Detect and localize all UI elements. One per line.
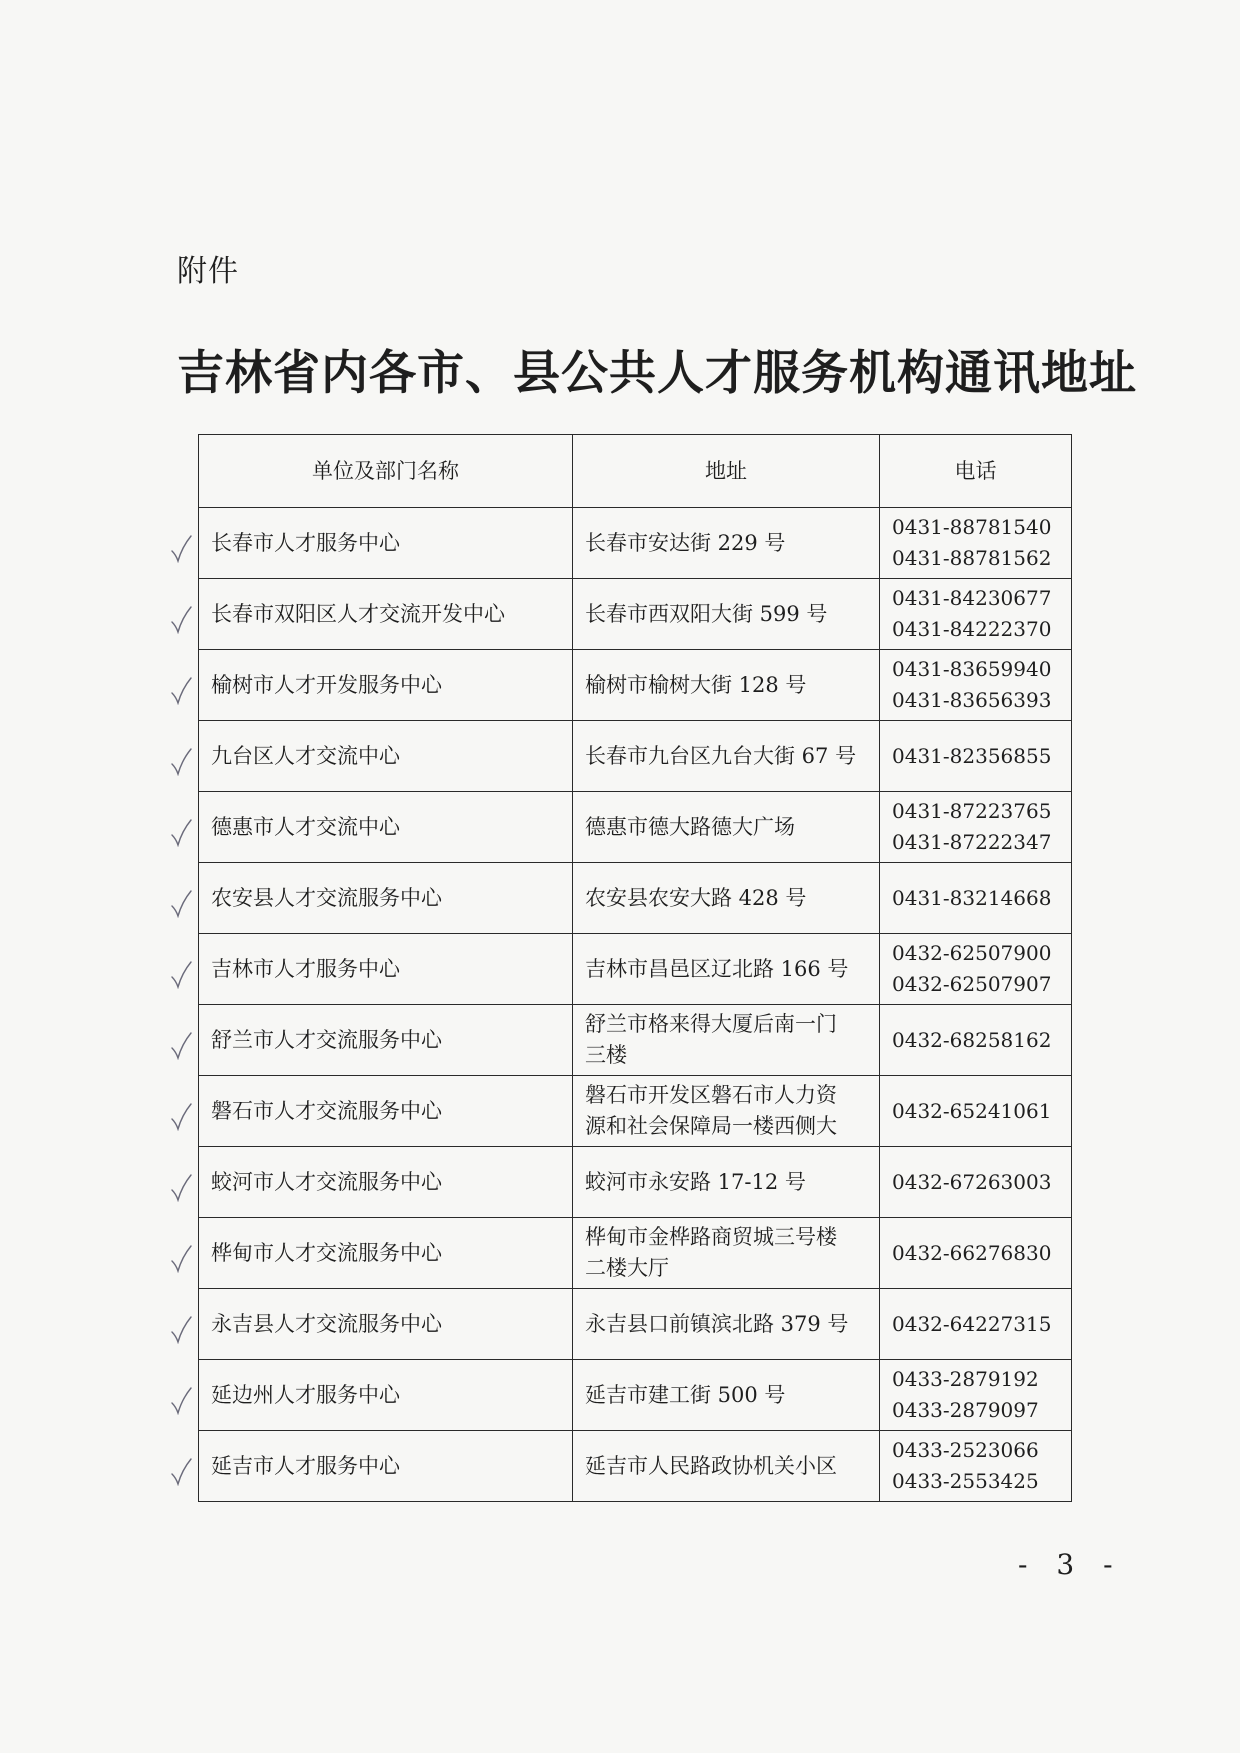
page-number: - 3 - [1018, 1548, 1123, 1581]
address-line: 永吉县口前镇滨北路 379 号 [585, 1311, 849, 1336]
checkmark-icon [170, 1458, 192, 1486]
checkmark-icon [170, 677, 192, 705]
unit-name-cell: 吉林市人才服务中心 [199, 934, 573, 1005]
phone-cell [880, 863, 1072, 934]
address-cell [573, 650, 880, 721]
address-cell [573, 721, 880, 792]
address-line: 源和社会保障局一楼西侧大 [585, 1114, 837, 1138]
phone-cell [880, 650, 1072, 721]
checkmark-icon [170, 819, 192, 847]
address-line: 三楼 [585, 1043, 627, 1067]
unit-name-cell: 舒兰市人才交流服务中心 [199, 1005, 573, 1076]
phone-number: 0432-64227315 [892, 1311, 1052, 1336]
contacts-table [198, 434, 1072, 1502]
unit-name-cell: 永吉县人才交流服务中心 [199, 1289, 573, 1360]
address-cell [573, 934, 880, 1005]
table-row [199, 1289, 1072, 1360]
address-line: 长春市九台区九台大街 67 号 [585, 743, 857, 768]
address-line: 延吉市建工街 500 号 [585, 1382, 786, 1407]
table-row [199, 508, 1072, 579]
checkmark-icon [170, 890, 192, 918]
table-row [199, 1076, 1072, 1147]
phone-cell [880, 1218, 1072, 1289]
checkmark-icon [170, 1174, 192, 1202]
checkmark-icon [170, 1387, 192, 1415]
unit-name-cell: 榆树市人才开发服务中心 [199, 650, 573, 721]
phone-number: 0431-83214668 [892, 885, 1052, 910]
phone-number: 0433-2879097 [892, 1398, 1039, 1422]
table-header-row [199, 435, 1072, 508]
checkmark-icon [170, 535, 192, 563]
unit-name-cell: 蛟河市人才交流服务中心 [199, 1147, 573, 1218]
table-row [199, 1431, 1072, 1502]
unit-name-cell: 桦甸市人才交流服务中心 [199, 1218, 573, 1289]
unit-name-cell: 磐石市人才交流服务中心 [199, 1076, 573, 1147]
address-cell [573, 508, 880, 579]
address-cell [573, 1005, 880, 1076]
unit-name-cell: 延边州人才服务中心 [199, 1360, 573, 1431]
checkmark-icon [170, 606, 192, 634]
phone-number: 0432-62507900 [892, 941, 1052, 965]
phone-number: 0431-84222370 [892, 617, 1052, 641]
address-line: 蛟河市永安路 17-12 号 [585, 1169, 806, 1194]
unit-name-cell: 长春市人才服务中心 [199, 508, 573, 579]
phone-number: 0431-82356855 [892, 743, 1052, 768]
checkmark-icon [170, 1245, 192, 1273]
address-cell [573, 792, 880, 863]
phone-number: 0431-83656393 [892, 688, 1052, 712]
phone-number: 0432-67263003 [892, 1169, 1052, 1194]
address-cell [573, 579, 880, 650]
unit-name-cell: 九台区人才交流中心 [199, 721, 573, 792]
address-line: 吉林市昌邑区辽北路 166 号 [585, 956, 849, 981]
checkmark-icon [170, 1316, 192, 1344]
phone-cell [880, 1005, 1072, 1076]
address-line: 延吉市人民路政协机关小区 [585, 1453, 837, 1478]
phone-cell [880, 1360, 1072, 1431]
phone-cell [880, 721, 1072, 792]
table-row [199, 1360, 1072, 1431]
address-cell [573, 1289, 880, 1360]
phone-number: 0432-68258162 [892, 1027, 1052, 1052]
phone-cell [880, 1076, 1072, 1147]
address-line: 德惠市德大路德大广场 [585, 814, 795, 839]
phone-cell [880, 579, 1072, 650]
address-line: 长春市安达街 229 号 [585, 530, 786, 555]
phone-cell [880, 508, 1072, 579]
phone-number: 0431-88781562 [892, 546, 1052, 570]
checkmark-icon [170, 1032, 192, 1060]
table-row [199, 1005, 1072, 1076]
phone-number: 0432-65241061 [892, 1098, 1052, 1123]
checkmark-icon [170, 1103, 192, 1131]
phone-number: 0433-2879192 [892, 1367, 1039, 1391]
attachment-label: 附件 [177, 254, 239, 289]
address-cell [573, 1076, 880, 1147]
phone-number: 0431-83659940 [892, 657, 1052, 681]
table-row [199, 1147, 1072, 1218]
address-line: 二楼大厅 [585, 1256, 669, 1280]
unit-name-cell: 农安县人才交流服务中心 [199, 863, 573, 934]
page-title: 吉林省内各市、县公共人才服务机构通讯地址 [177, 346, 1137, 401]
phone-number: 0431-87223765 [892, 799, 1052, 823]
unit-name-cell: 延吉市人才服务中心 [199, 1431, 573, 1502]
phone-number: 0433-2523066 [892, 1438, 1039, 1462]
phone-number: 0431-88781540 [892, 515, 1052, 539]
phone-cell [880, 934, 1072, 1005]
address-line: 农安县农安大路 428 号 [585, 885, 807, 910]
table-row [199, 863, 1072, 934]
address-cell [573, 1147, 880, 1218]
table-row [199, 934, 1072, 1005]
address-cell [573, 1431, 880, 1502]
address-line: 桦甸市金桦路商贸城三号楼 [585, 1225, 837, 1249]
phone-cell [880, 1147, 1072, 1218]
phone-cell [880, 1431, 1072, 1502]
checkmark-icon [170, 961, 192, 989]
header-name: 单位及部门名称 [199, 435, 573, 508]
address-cell [573, 863, 880, 934]
phone-cell [880, 792, 1072, 863]
phone-number: 0431-87222347 [892, 830, 1052, 854]
address-cell [573, 1218, 880, 1289]
checkmark-icon [170, 748, 192, 776]
table-row [199, 579, 1072, 650]
address-line: 磐石市开发区磐石市人力资 [585, 1083, 837, 1107]
address-line: 榆树市榆树大街 128 号 [585, 672, 807, 697]
address-line: 长春市西双阳大街 599 号 [585, 601, 828, 626]
address-line: 舒兰市格来得大厦后南一门 [585, 1012, 837, 1036]
phone-number: 0432-62507907 [892, 972, 1052, 996]
unit-name-cell: 德惠市人才交流中心 [199, 792, 573, 863]
table-row [199, 721, 1072, 792]
table-row [199, 650, 1072, 721]
header-phone: 电话 [880, 435, 1072, 508]
phone-number: 0431-84230677 [892, 586, 1052, 610]
phone-number: 0433-2553425 [892, 1469, 1039, 1493]
unit-name-cell: 长春市双阳区人才交流开发中心 [199, 579, 573, 650]
table-row [199, 1218, 1072, 1289]
address-cell [573, 1360, 880, 1431]
table-row [199, 792, 1072, 863]
phone-cell [880, 1289, 1072, 1360]
phone-number: 0432-66276830 [892, 1240, 1052, 1265]
header-address: 地址 [573, 435, 880, 508]
